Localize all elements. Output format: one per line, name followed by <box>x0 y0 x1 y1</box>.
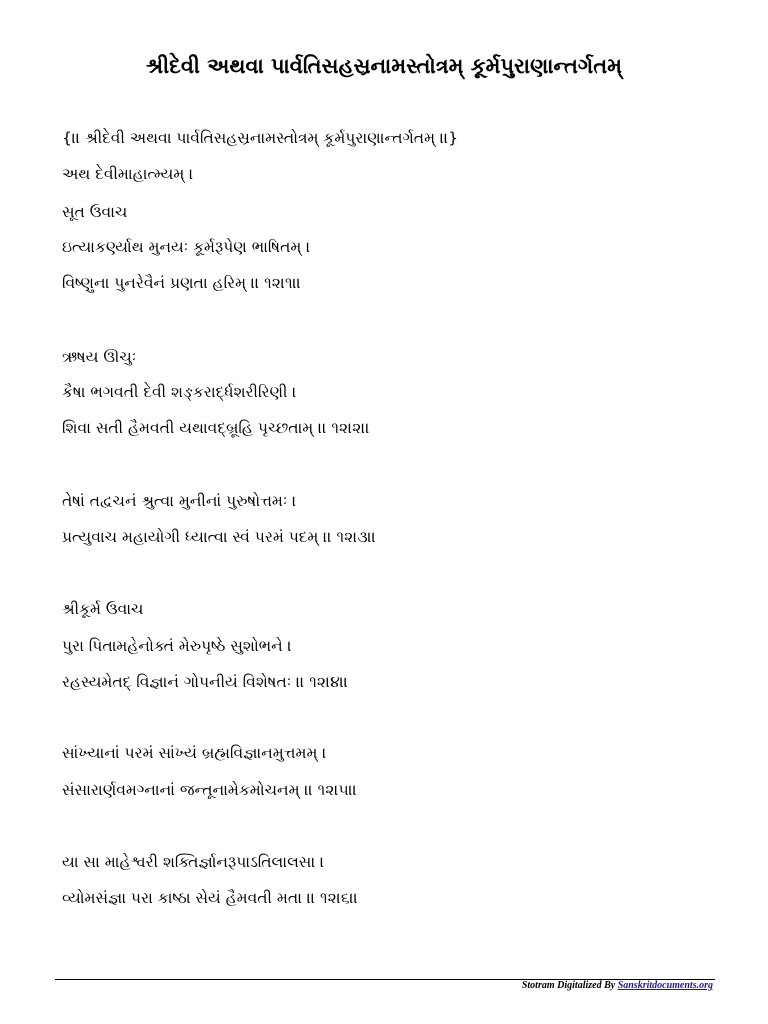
text-line: પ્રત્યુવાચ મહાયોગી ધ્યાત્વા સ્વં પરમં પદમ્ ।। ૧૨।૩।। <box>62 528 376 546</box>
text-line: શિવા સતી હૈમવતી યથાવદ્બ્રૂહિ પૃચ્છતામ્ ।। ૧૨।૨।। <box>62 419 370 437</box>
page-title: શ્રીદેવી અથવા પાર્વતિસહસ્રનામસ્તોત્રમ્ કૂર્મપુરાણાન્તર્ગતમ્ <box>145 54 623 78</box>
text-line: રહસ્યમેતદ્ વિજ્ઞાનં ગોપનીયં વિશેષતઃ ।। ૧૨।૪।। <box>62 673 349 691</box>
sanskritdocuments-link[interactable]: Sanskritdocuments.org <box>617 980 713 991</box>
text-line: અથ દેવીમાહાત્મ્યમ્ । <box>62 165 194 183</box>
text-line: તેષાં તદ્વચનં શ્રુત્વા મુનીનાં પુરુષોત્તમઃ । <box>62 492 297 510</box>
text-line: સંસારાર્ણવમગ્નાનાં જન્તૂનામેકમોચનમ્ ।। ૧૨।૫।। <box>62 781 357 799</box>
text-line: કૈષા ભગવતી દેવી શઙ્કરાર્દ્ધશરીરિણી । <box>62 383 297 401</box>
text-line: ઋષય ઊચુઃ <box>62 348 137 366</box>
text-line: વિષ્ણુના પુનરેવૈનં પ્રણતા હરિમ્ ।। ૧૨।૧।। <box>62 274 301 292</box>
text-line: પુરા પિતામહેનોક્તં મેરુપૃષ્ઠે સુશોભને । <box>62 637 292 655</box>
text-line: યા સા માહેશ્વરી શક્તિર્જ્ઞાનરૂપાઽતિલાલસા । <box>62 853 325 871</box>
text-line: {।। શ્રીદેવી અથવા પાર્વતિસહસ્રનામસ્તોત્રમ્ કૂર્મપુરાણાન્તર્ગતમ્ ।।} <box>62 129 459 147</box>
footer-credit <box>522 980 713 992</box>
text-line: વ્યોમસંજ્ઞા પરા કાષ્ઠા સેયં હૈમવતી મતા ।। ૧૨।૬।। <box>62 889 358 907</box>
text-line: શ્રીકૂર્મ ઉવાચ <box>62 600 144 618</box>
footer-credit-label: Stotram Digitalized By <box>521 980 618 991</box>
text-line: સૂત ઉવાચ <box>62 203 128 221</box>
text-line: ઇત્યાકર્ણ્યાથ મુનયઃ કૂર્મરૂપેણ ભાષિતમ્ । <box>62 238 311 256</box>
text-line: સાંખ્યાનાં પરમં સાંખ્યં બ્રહ્મવિજ્ઞાનમુત્તમમ્ । <box>62 744 327 762</box>
